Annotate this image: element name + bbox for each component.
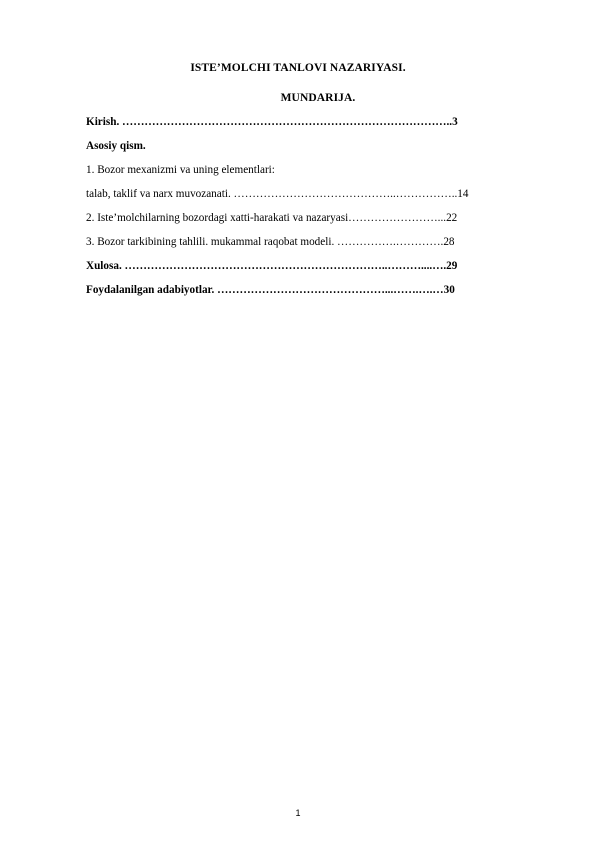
toc-entry-1-line1: 1. Bozor mexanizmi va uning elementlari: [86,164,275,176]
toc-entry-asosiy-qism: Asosiy qism. [86,140,146,152]
document-title: ISTE’MOLCHI TANLOVI NAZARIYASI. [190,62,406,74]
toc-heading: MUNDARIJA. [280,92,356,104]
toc-entry-3: 3. Bozor tarkibining tahlili. mukammal raqobat modeli. …………….………….28 [86,236,455,248]
toc-entry-xulosa: Xulosa. ……………………………………………………………..………....….29 [86,260,458,272]
toc-entry-2: 2. Iste’molchilarning bozordagi xatti-harakati va nazaryasi……………………...22 [86,212,458,224]
page-number: 1 [295,808,301,818]
toc-entry-kirish: Kirish. ……………………………………………………………………………..3 [86,116,458,128]
toc-entry-1-line2: talab, taklif va narx muvozanati. ……………………………………..……………..14 [86,188,469,200]
toc-entry-adabiyotlar: Foydalanilgan adabiyotlar. ………………………………………...…….….…30 [86,284,455,296]
